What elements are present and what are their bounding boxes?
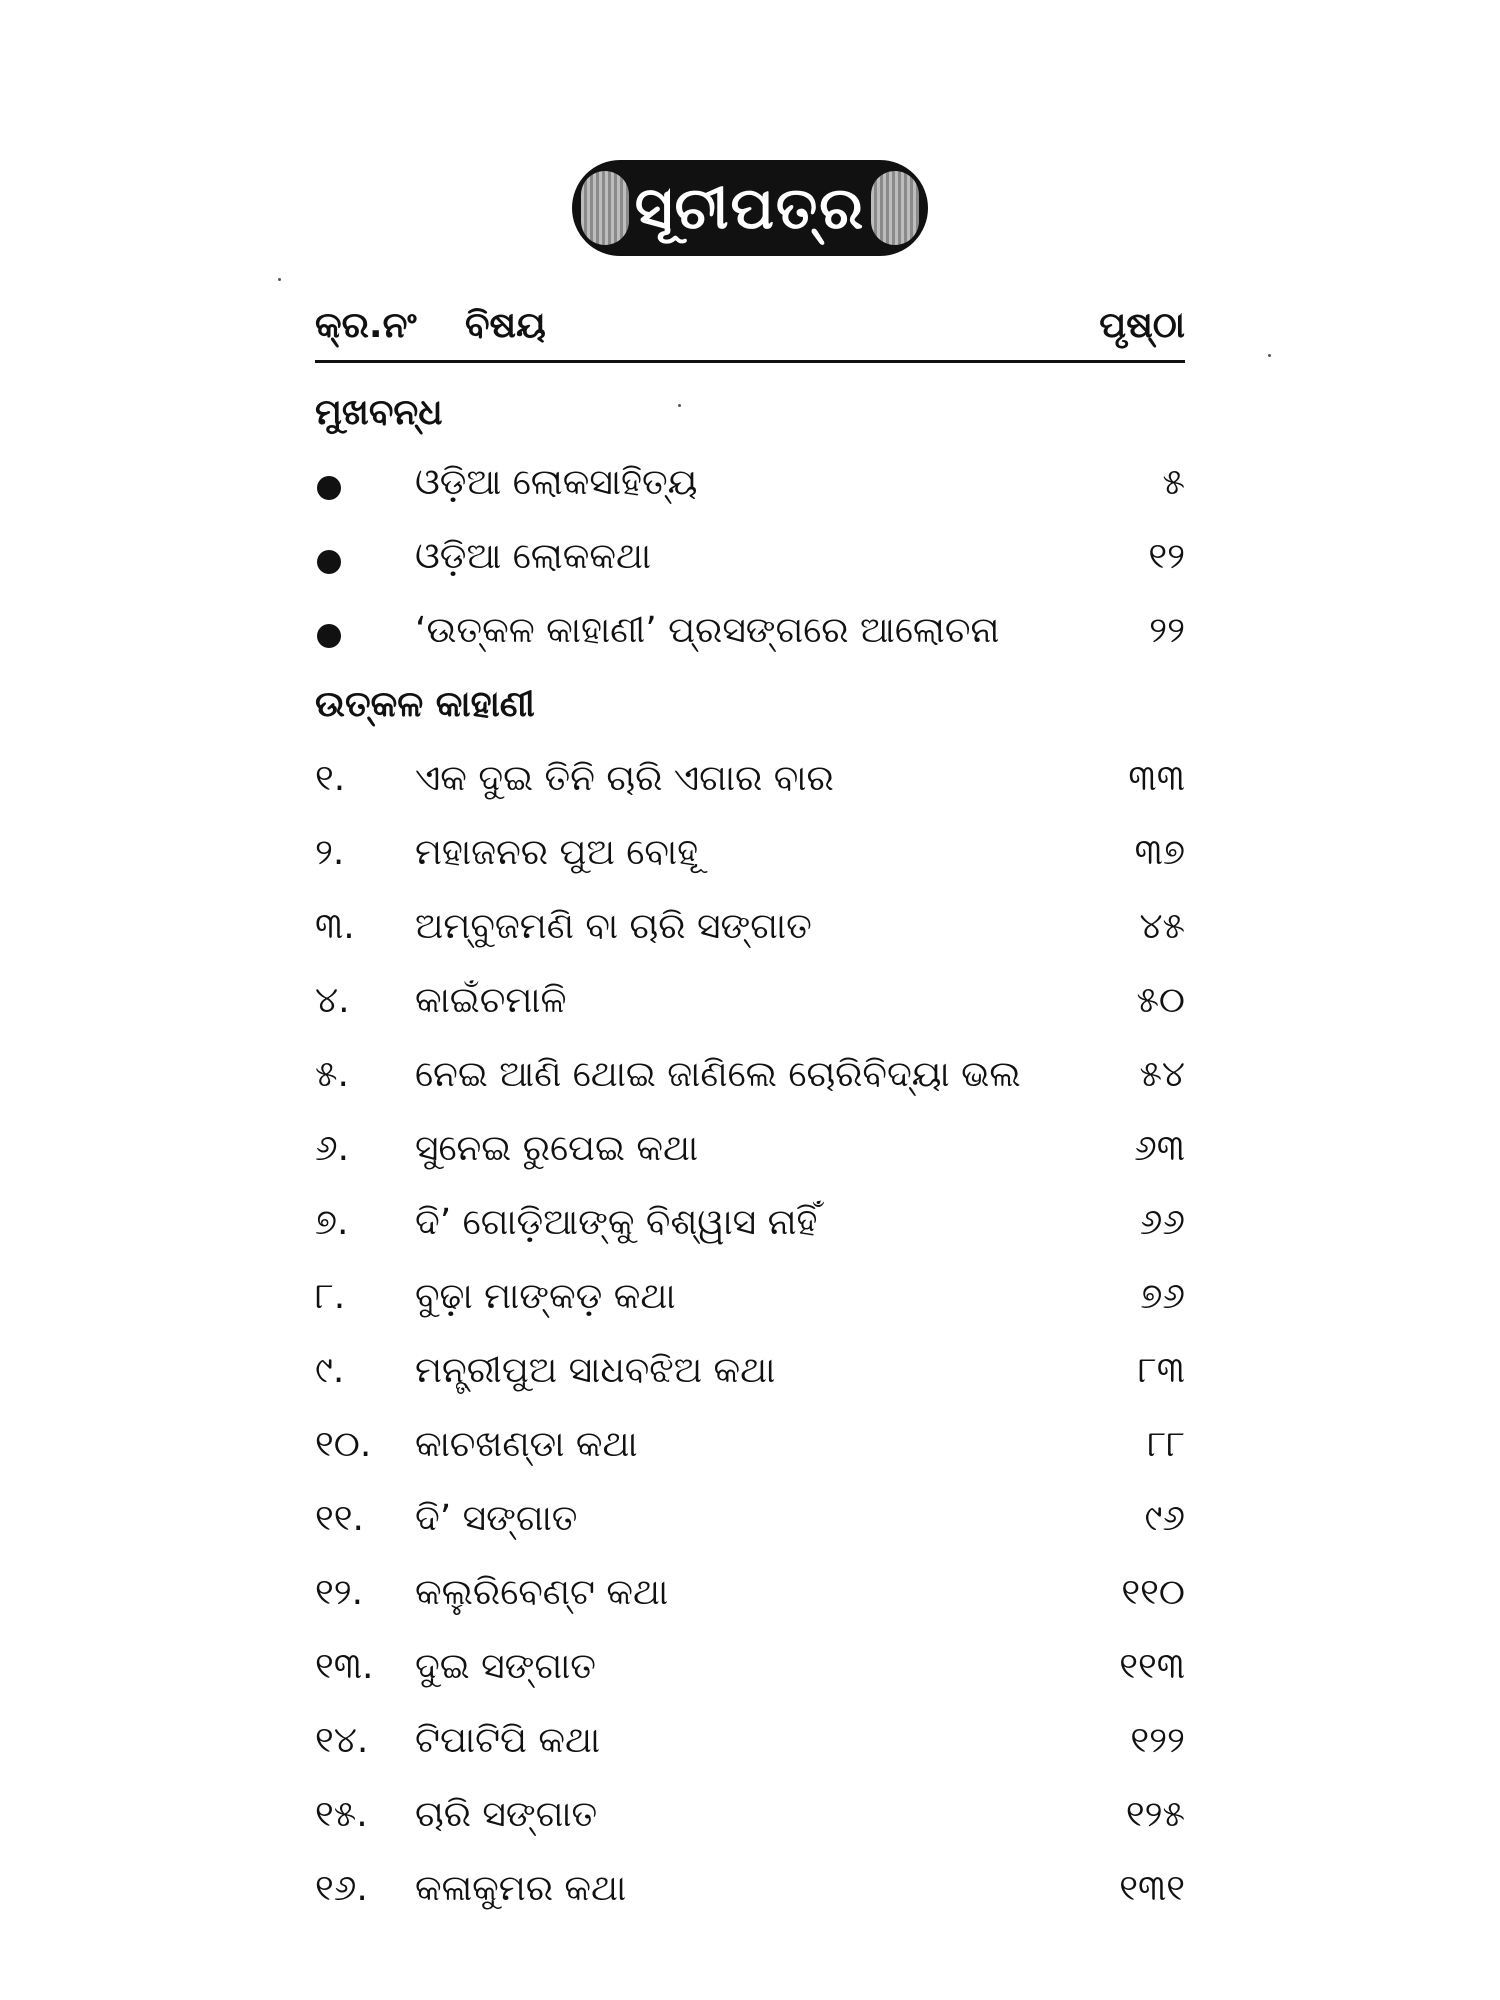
toc-entry[interactable] [315, 980, 1185, 1032]
entry-subject: ଅମ୍ବୁଜମଣି ବା ଚାରି ସଙ୍ଗାତ [415, 906, 812, 947]
toc-entry[interactable] [315, 1646, 1185, 1698]
entry-subject: ଓଡ଼ିଆ ଲୋକସାହିତ୍ୟ [415, 462, 698, 503]
toc-entry[interactable] [315, 1350, 1185, 1402]
entry-number: ୨. [315, 832, 345, 873]
toc-entry[interactable] [315, 1498, 1185, 1550]
toc-entry[interactable] [315, 1128, 1185, 1180]
toc-entry[interactable] [315, 610, 1185, 662]
entry-page: ୫୦ [1136, 980, 1185, 1021]
entry-page: ୧୧୦ [1121, 1572, 1185, 1613]
entry-subject: ନେଇ ଆଣି ଥୋଇ ଜାଣିଲେ ଚୋରିବିଦ୍ୟା ଭଲ [415, 1054, 1021, 1095]
entry-subject: ଟିପାଟିପି କଥା [415, 1720, 601, 1761]
entry-number: ୧୩. [315, 1646, 374, 1687]
entry-subject: ଦୁଇ ସଙ୍ଗାତ [415, 1646, 596, 1687]
entry-page: ୫୪ [1139, 1054, 1185, 1095]
entry-subject: ଦି’ ସଙ୍ଗାତ [415, 1498, 578, 1539]
entry-page: ୧୨ [1148, 536, 1185, 577]
toc-entry[interactable] [315, 462, 1185, 514]
entry-page: ୬୩ [1134, 1128, 1185, 1169]
entry-page: ୯୬ [1144, 1498, 1185, 1539]
entry-page: ୨୨ [1149, 610, 1185, 651]
entry-page: ୧୨୫ [1125, 1794, 1185, 1835]
entry-page: ୫ [1162, 462, 1185, 503]
toc-entry[interactable] [315, 832, 1185, 884]
entry-subject: କଳାକୁମର କଥା [415, 1868, 627, 1909]
entry-page: ୬୬ [1139, 1202, 1185, 1243]
entry-page: ୮୩ [1137, 1350, 1185, 1391]
entry-number: ୧୦. [315, 1424, 372, 1465]
bullet-icon [317, 624, 341, 648]
header-subject: ବିଷୟ [465, 305, 546, 346]
scan-speck [278, 278, 281, 281]
entry-number: ୧୫. [315, 1794, 368, 1835]
table-header [315, 305, 1185, 361]
entry-subject: ଓଡ଼ିଆ ଲୋକକଥା [415, 536, 652, 577]
entry-subject: ସୁନେଇ ରୁପେଇ କଥା [415, 1128, 699, 1169]
entry-number: ୧୧. [315, 1498, 364, 1539]
entry-number: ୫. [315, 1054, 349, 1095]
toc-entry[interactable] [315, 1794, 1185, 1846]
header-serial: କ୍ର.ନଂ [315, 305, 417, 346]
entry-number: ୩. [315, 906, 355, 947]
entry-number: ୯. [315, 1350, 345, 1391]
toc-entry[interactable] [315, 1720, 1185, 1772]
entry-number: ୧. [315, 758, 346, 799]
section-heading-stories: ଉତ୍କଳ କାହାଣୀ [315, 684, 535, 725]
entry-number: ୧୨. [315, 1572, 364, 1613]
section-heading-preface: ମୁଖବନ୍ଧ [315, 392, 443, 433]
entry-subject: କଲୁରିବେଣ୍ଟ କଥା [415, 1572, 669, 1613]
entry-subject: କାଚଖଣ୍ଡା କଥା [415, 1424, 638, 1465]
toc-entry[interactable] [315, 1202, 1185, 1254]
entry-subject: ଦି’ ଗୋଡ଼ିଆଙ୍କୁ ବିଶ୍ୱାସ ନାହିଁ [415, 1202, 818, 1243]
toc-entry[interactable] [315, 1868, 1185, 1920]
entry-number: ୭. [315, 1202, 349, 1243]
entry-page: ୪୫ [1139, 906, 1185, 947]
entry-subject: ମହାଜନର ପୁଅ ବୋହୂ [415, 832, 699, 873]
entry-page: ୧୧୩ [1119, 1646, 1185, 1687]
plaque-right-ornament [871, 171, 919, 245]
toc-entry[interactable] [315, 536, 1185, 588]
bullet-icon [317, 476, 341, 500]
entry-page: ୩୭ [1134, 832, 1185, 873]
header-page: ପୃଷ୍ଠା [1099, 305, 1185, 346]
page-title: ସୂଚୀପତ୍ର [634, 174, 866, 242]
entry-number: ୧୪. [315, 1720, 369, 1761]
toc-entry[interactable] [315, 1572, 1185, 1624]
entry-subject: କାଇଁଚମାଳି [415, 980, 567, 1021]
toc-entry[interactable] [315, 906, 1185, 958]
entry-number: ୪. [315, 980, 350, 1021]
scan-speck [678, 404, 681, 407]
entry-subject: ଚାରି ସଙ୍ଗାତ [415, 1794, 598, 1835]
toc-entry[interactable] [315, 1054, 1185, 1106]
toc-entry[interactable] [315, 1276, 1185, 1328]
entry-number: ୮. [315, 1276, 346, 1317]
entry-subject: ବୁଢ଼ା ମାଙ୍କଡ଼ କଥା [415, 1276, 676, 1317]
entry-page: ୧୨୨ [1130, 1720, 1185, 1761]
plaque-left-ornament [581, 171, 629, 245]
entry-number: ୧୬. [315, 1868, 368, 1909]
toc-entry[interactable] [315, 1424, 1185, 1476]
header-divider [315, 360, 1185, 363]
entry-subject: ‘ଉତ୍କଳ କାହାଣୀ’ ପ୍ରସଙ୍ଗରେ ଆଲୋଚନା [415, 610, 1000, 651]
entry-subject: ଏକ ଦୁଇ ତିନି ଚାରି ଏଗାର ବାର [415, 758, 834, 799]
entry-subject: ମନ୍ତ୍ରୀପୁଅ ସାଧବଝିଅ କଥା [415, 1350, 776, 1391]
entry-number: ୬. [315, 1128, 350, 1169]
entry-page: ୭୬ [1140, 1276, 1185, 1317]
scan-speck [1268, 354, 1271, 357]
entry-page: ୮୮ [1147, 1424, 1185, 1465]
title-plaque [572, 160, 928, 256]
entry-page: ୧୩୧ [1119, 1868, 1185, 1909]
entry-page: ୩୩ [1128, 758, 1185, 799]
bullet-icon [317, 550, 341, 574]
toc-entry[interactable] [315, 758, 1185, 810]
